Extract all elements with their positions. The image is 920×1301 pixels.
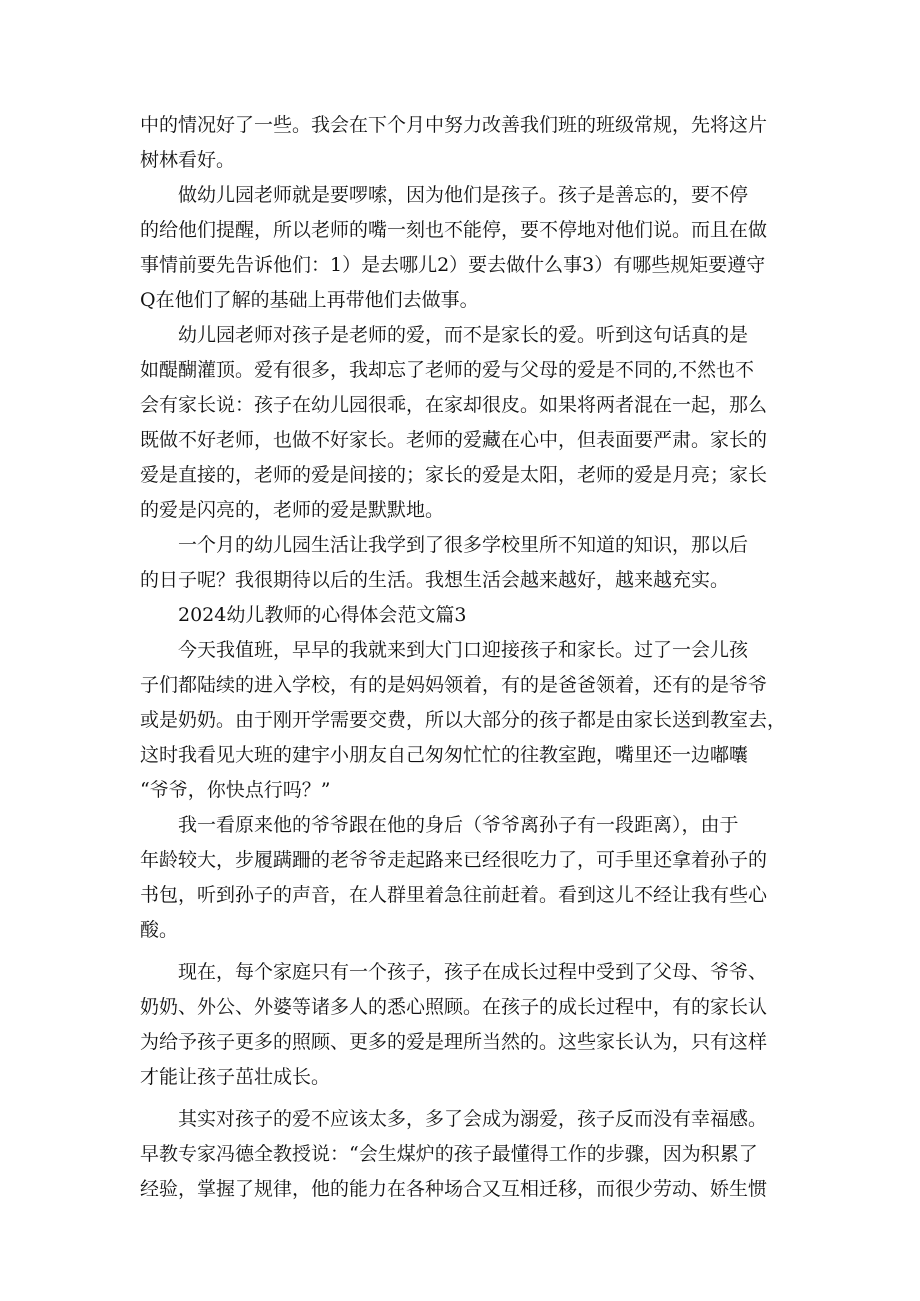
text-line: 既做不好老师，也做不好家长。老师的爱藏在心中，但表面要严肃。家长的 (140, 429, 768, 451)
paragraph (140, 633, 787, 808)
text-line: 做幼儿园老师就是要啰嗦，因为他们是孩子。孩子是善忘的，要不停 (178, 184, 749, 206)
section-heading (140, 598, 780, 633)
text-line: 的爱是闪亮的，老师的爱是默默地。 (140, 499, 445, 521)
document-body (140, 108, 787, 1207)
text-line: 爱是直接的，老师的爱是间接的；家长的爱是太阳，老师的爱是月亮；家长 (140, 464, 768, 486)
text-line: 或是奶奶。由于刚开学需要交费，所以大部分的孩子都是由家长送到教室去， (140, 709, 787, 731)
text-line: 酸。 (140, 919, 179, 941)
paragraph (140, 108, 780, 178)
text-line: 我一看原来他的爷爷跟在他的身后（爷爷离孙子有一段距离），由于 (178, 814, 739, 836)
text-line: Q在他们了解的基础上再带他们去做事。 (140, 289, 479, 311)
text-line: 才能让孩子茁壮成长。 (140, 1066, 331, 1088)
text-line: 这时我看见大班的建宇小朋友自己匆匆忙忙的往教室跑，嘴里还一边嘟囔 (140, 744, 749, 766)
paragraph (140, 178, 780, 318)
paragraph (140, 528, 780, 598)
text-line: 奶奶、外公、外婆等诸多人的悉心照顾。在孩子的成长过程中，有的家长认 (140, 996, 768, 1018)
heading-text: 2024幼儿教师的心得体会范文篇3 (178, 604, 467, 626)
text-line: “爷爷，你快点行吗？” (140, 779, 331, 801)
paragraph (140, 1102, 780, 1207)
text-line: 事情前要先告诉他们：1）是去哪儿2）要去做什么事3）有哪些规矩要遵守 (140, 254, 766, 276)
text-line: 为给予孩子更多的照顾、更多的爱是理所当然的。这些家长认为，只有这样 (140, 1031, 768, 1053)
text-line: 树林看好。 (140, 149, 236, 171)
text-line: 早教专家冯德全教授说：“会生煤炉的孩子最懂得工作的步骤，因为积累了 (140, 1143, 758, 1165)
text-line: 如醍醐灌顶。爱有很多，我却忘了老师的爱与父母的爱是不同的,不然也不 (140, 359, 755, 381)
text-line: 中的情况好了一些。我会在下个月中努力改善我们班的班级常规，先将这片 (140, 114, 768, 136)
text-line: 一个月的幼儿园生活让我学到了很多学校里所不知道的知识，那以后 (178, 534, 749, 556)
paragraph (140, 808, 780, 948)
text-line: 年龄较大，步履蹒跚的老爷爷走起路来已经很吃力了，可手里还拿着孙子的 (140, 849, 768, 871)
text-line: 现在，每个家庭只有一个孩子，孩子在成长过程中受到了父母、爷爷、 (178, 961, 768, 983)
text-line: 会有家长说：孩子在幼儿园很乖，在家却很皮。如果将两者混在一起，那么 (140, 394, 768, 416)
text-line: 幼儿园老师对孩子是老师的爱，而不是家长的爱。听到这句话真的是 (178, 324, 749, 346)
paragraph-spacer (140, 948, 780, 955)
paragraph (140, 955, 780, 1095)
text-line: 的日子呢？我很期待以后的生活。我想生活会越来越好，越来越充实。 (140, 569, 730, 591)
paragraph-spacer (140, 1095, 780, 1102)
text-line: 子们都陆续的进入学校，有的是妈妈领着，有的是爸爸领着，还有的是爷爷 (140, 674, 768, 696)
text-line: 经验，掌握了规律，他的能力在各种场合又互相迁移，而很少劳动、娇生惯 (140, 1178, 768, 1200)
text-line: 书包，听到孙子的声音，在人群里着急往前赶着。看到这儿不经让我有些心 (140, 884, 768, 906)
paragraph (140, 318, 780, 528)
text-line: 今天我值班，早早的我就来到大门口迎接孩子和家长。过了一会儿孩 (178, 639, 749, 661)
text-line: 其实对孩子的爱不应该太多，多了会成为溺爱，孩子反而没有幸福感。 (178, 1108, 768, 1130)
text-line: 的给他们提醒，所以老师的嘴一刻也不能停，要不停地对他们说。而且在做 (140, 219, 768, 241)
